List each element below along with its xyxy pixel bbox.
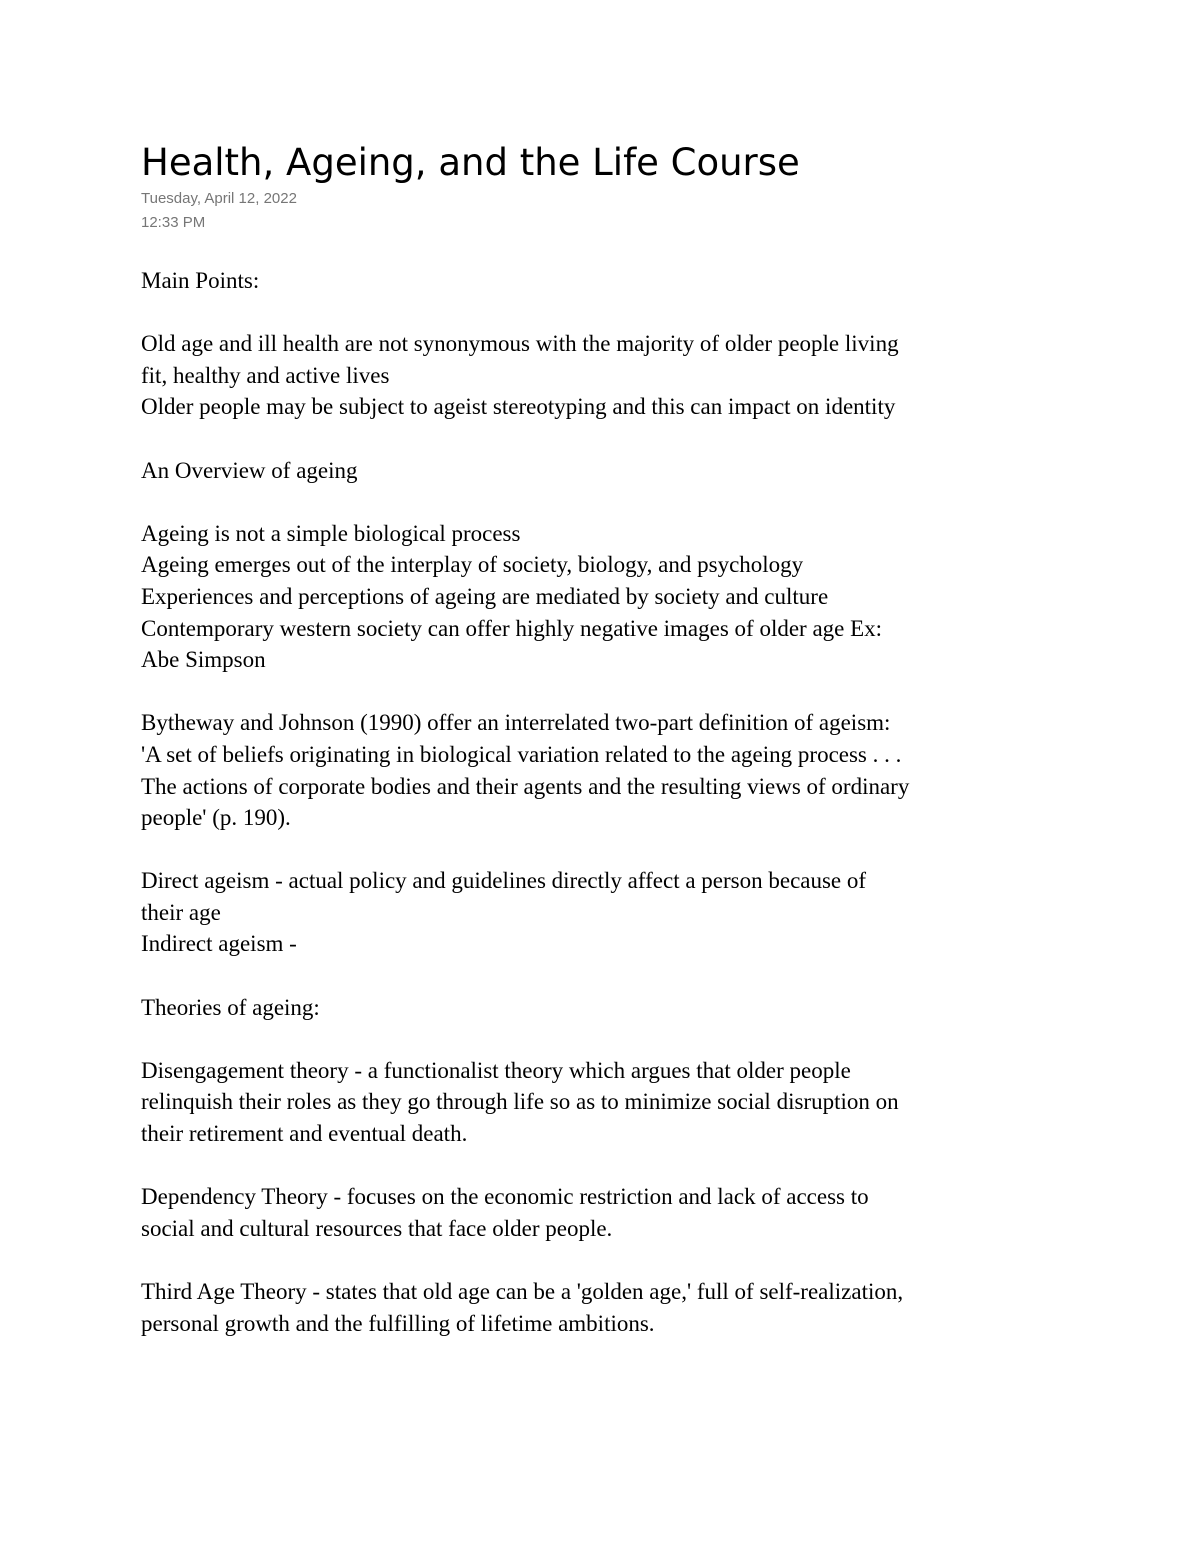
body-line: their retirement and eventual death.	[141, 1121, 468, 1147]
body-line: Ageing emerges out of the interplay of society, biology, and psychology	[141, 552, 804, 578]
body-line: Abe Simpson	[141, 647, 266, 673]
blank-line	[141, 1150, 1101, 1182]
body-line: 'A set of beliefs originating in biological variation related to the ageing process . . .	[141, 741, 902, 767]
body-line: Main Points:	[141, 268, 260, 293]
note-date: Tuesday, April 12, 2022	[141, 190, 297, 207]
blank-line	[141, 1023, 1101, 1055]
body-line: personal growth and the fulfilling of lifetime ambitions.	[141, 1310, 655, 1336]
blank-line	[141, 297, 1101, 329]
body-line: Old age and ill health are not synonymous with the majority of older people living	[141, 331, 899, 357]
blank-line	[141, 834, 1101, 866]
body-line: Older people may be subject to ageist stereotyping and this can impact on identity	[141, 394, 896, 420]
body-line: Contemporary western society can offer highly negative images of older age Ex:	[141, 615, 883, 641]
blank-line	[141, 486, 1101, 518]
body-line: Dependency Theory - focuses on the economic restriction and lack of access to	[141, 1184, 869, 1210]
body-line: fit, healthy and active lives	[141, 362, 390, 388]
body-line: Indirect ageism -	[141, 931, 297, 957]
body-line: people' (p. 190).	[141, 805, 291, 831]
blank-line	[141, 676, 1101, 708]
blank-line	[141, 960, 1101, 992]
body-line: Disengagement theory - a functionalist theory which argues that older people	[141, 1057, 851, 1083]
body-line: The actions of corporate bodies and their agents and the resulting views of ordinary	[141, 773, 910, 799]
body-line: social and cultural resources that face older people.	[141, 1215, 613, 1241]
body-line: their age	[141, 899, 221, 925]
note-title[interactable]: Health, Ageing, and the Life Course	[141, 141, 800, 184]
body-line: relinquish their roles as they go through life so as to minimize social disruption on	[141, 1089, 899, 1115]
body-line: Experiences and perceptions of ageing are mediated by society and culture	[141, 583, 829, 609]
blank-line	[141, 1244, 1101, 1276]
body-line: Ageing is not a simple biological process	[141, 520, 521, 546]
note-time: 12:33 PM	[141, 214, 206, 231]
blank-line	[141, 423, 1101, 455]
body-line: An Overview of ageing	[141, 457, 358, 483]
body-line: Bytheway and Johnson (1990) offer an interrelated two-part definition of ageism:	[141, 710, 891, 736]
body-line: Direct ageism - actual policy and guidelines directly affect a person because of	[141, 868, 867, 894]
note-page	[141, 140, 1101, 1339]
note-body[interactable]	[141, 265, 1101, 1339]
body-line: Theories of ageing:	[141, 994, 320, 1020]
body-line: Third Age Theory - states that old age can be a 'golden age,' full of self-realization,	[141, 1279, 904, 1304]
